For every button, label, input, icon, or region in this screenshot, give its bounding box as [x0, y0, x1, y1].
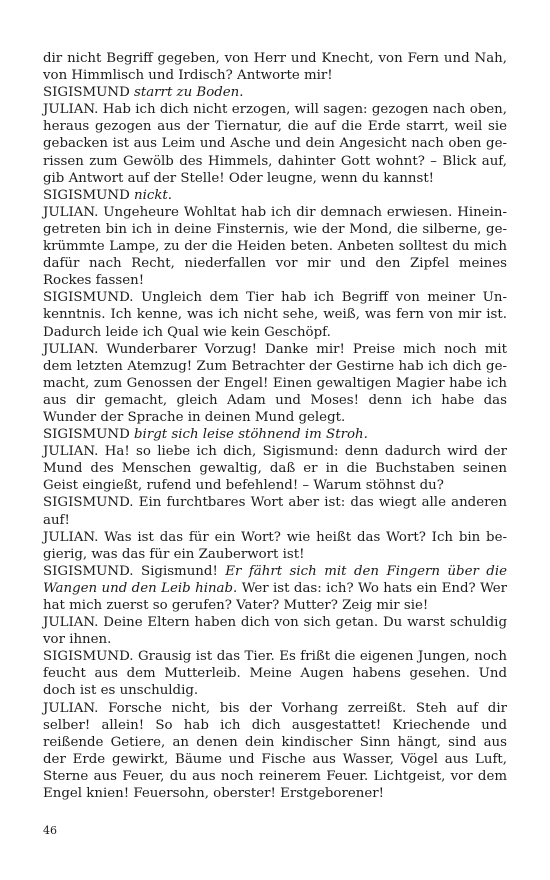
- stage-direction: birgt sich leise stöhnend im Stroh.: [134, 427, 368, 443]
- dialogue-paragraph: [43, 700, 507, 803]
- dialogue-text: SIGISMUND. Sigismund!: [43, 563, 226, 579]
- dialogue-text: SIGISMUND. Grausig ist das Tier. Es frißt die eigenen Jungen, noch feucht aus dem Mutterleib. Meine Augen habens gesehen. Und doch ist es unschuldig.: [43, 649, 507, 699]
- dialogue-text: Wer ist das: ich? Wo hats ein End? Wer hat mich zuerst so gerufen? Vater? Mutter? Zeig mir sie!: [43, 580, 507, 613]
- dialogue-text: JULIAN. Wunderbarer Vorzug! Danke mir! Preise mich noch mit dem letzten Atemzug! Zum Betrachter der Gestirne hab ich dich gemacht, zum Genossen der Engel! Einen gewaltigen Magier habe ich aus dir gemacht, gleich Adam und Moses! denn ich habe das Wunder der Sprache in deinen Mund gelegt.: [43, 341, 507, 425]
- dialogue-text: SIGISMUND: [43, 187, 135, 203]
- dialogue-text: JULIAN. Ungeheure Wohltat hab ich dir demnach erwiesen. Hineingetreten bin ich in deine Finsternis, wie der Mond, die silberne, gekrümmte Lampe, zu der die Heiden beten. Anbeten solltest du mich dafür nach Recht, niederfallen vor mir und den Zipfel meines Rockes fassen!: [43, 204, 507, 289]
- dialogue-text: JULIAN. Ha! so liebe ich dich, Sigismund: denn dadurch wird der Mund des Menschen gewaltig, daß er in die Buchstaben seinen Geist eingießt, rufend und befehlend! – Warum stöhnst du?: [43, 444, 507, 494]
- dialogue-paragraph: [43, 426, 507, 443]
- dialogue-text: SIGISMUND. Ungleich dem Tier hab ich Begriff von meiner Unkenntnis. Ich kenne, was ich nicht sehe, weiß, was fern von mir ist. Dadurch leide ich Qual wie kein Geschöpf.: [43, 290, 507, 340]
- dialogue-paragraph: [43, 84, 507, 101]
- dialogue-text: SIGISMUND: [43, 427, 135, 443]
- dialogue-paragraph: [43, 50, 507, 84]
- dialogue-paragraph: [43, 187, 507, 204]
- stage-direction: nickt.: [134, 187, 173, 203]
- dialogue-text: SIGISMUND: [43, 85, 135, 101]
- dialogue-text: JULIAN. Hab ich dich nicht erzogen, will sagen: gezogen nach oben, heraus gezogen aus der Tiernatur, die auf die Erde starrt, weil sie gebacken ist aus Leim und Asche und dein Angesicht nach oben gerissen zum Gewölb des Himmels, dahinter Gott wohnt? – Blick auf, gib Antwort auf der Stelle! Oder leugne, wenn du kannst!: [43, 102, 507, 186]
- page-number: 46: [43, 824, 57, 837]
- stage-direction: Er fährt sich mit den Fingern über die Wangen und den Leib hinab.: [43, 563, 508, 596]
- dialogue-paragraph: [43, 101, 507, 186]
- dialogue-text: JULIAN. Was ist das für ein Wort? wie heißt das Wort? Ich bin begierig, was das für ein Zauberwort ist!: [43, 529, 507, 562]
- page-body: [43, 50, 507, 802]
- dialogue-text: JULIAN. Forsche nicht, bis der Vorhang zerreißt. Steh auf dir selber! allein! So hab ich dich ausgestattet! Kriechende und reißende Getiere, an denen dein kindischer Sinn hängt, sind aus der Erde gewirkt, Bäume und Fische aus Wasser, Vögel aus Luft, Sterne aus Feuer, du aus noch reinerem Feuer. Lichtgeist, vor dem Engel knien! Feuersohn, oberster! Erstgeborener!: [43, 700, 507, 802]
- dialogue-paragraph: [43, 204, 507, 289]
- dialogue-text: JULIAN. Deine Eltern haben dich von sich getan. Du warst schuldig vor ihnen.: [43, 615, 507, 648]
- dialogue-paragraph: [43, 494, 507, 528]
- dialogue-text: dir nicht Begriff gegeben, von Herr und Knecht, von Fern und Nah, von Himmlisch und Irdisch? Antworte mir!: [43, 51, 507, 84]
- dialogue-paragraph: [43, 648, 507, 699]
- dialogue-paragraph: [43, 529, 507, 563]
- dialogue-paragraph: [43, 563, 507, 614]
- dialogue-text: SIGISMUND. Ein furchtbares Wort aber ist: das wiegt alle anderen auf!: [43, 495, 507, 528]
- stage-direction: starrt zu Boden.: [134, 85, 244, 101]
- dialogue-paragraph: [43, 289, 507, 340]
- dialogue-paragraph: [43, 341, 507, 426]
- dialogue-paragraph: [43, 614, 507, 648]
- dialogue-paragraph: [43, 443, 507, 494]
